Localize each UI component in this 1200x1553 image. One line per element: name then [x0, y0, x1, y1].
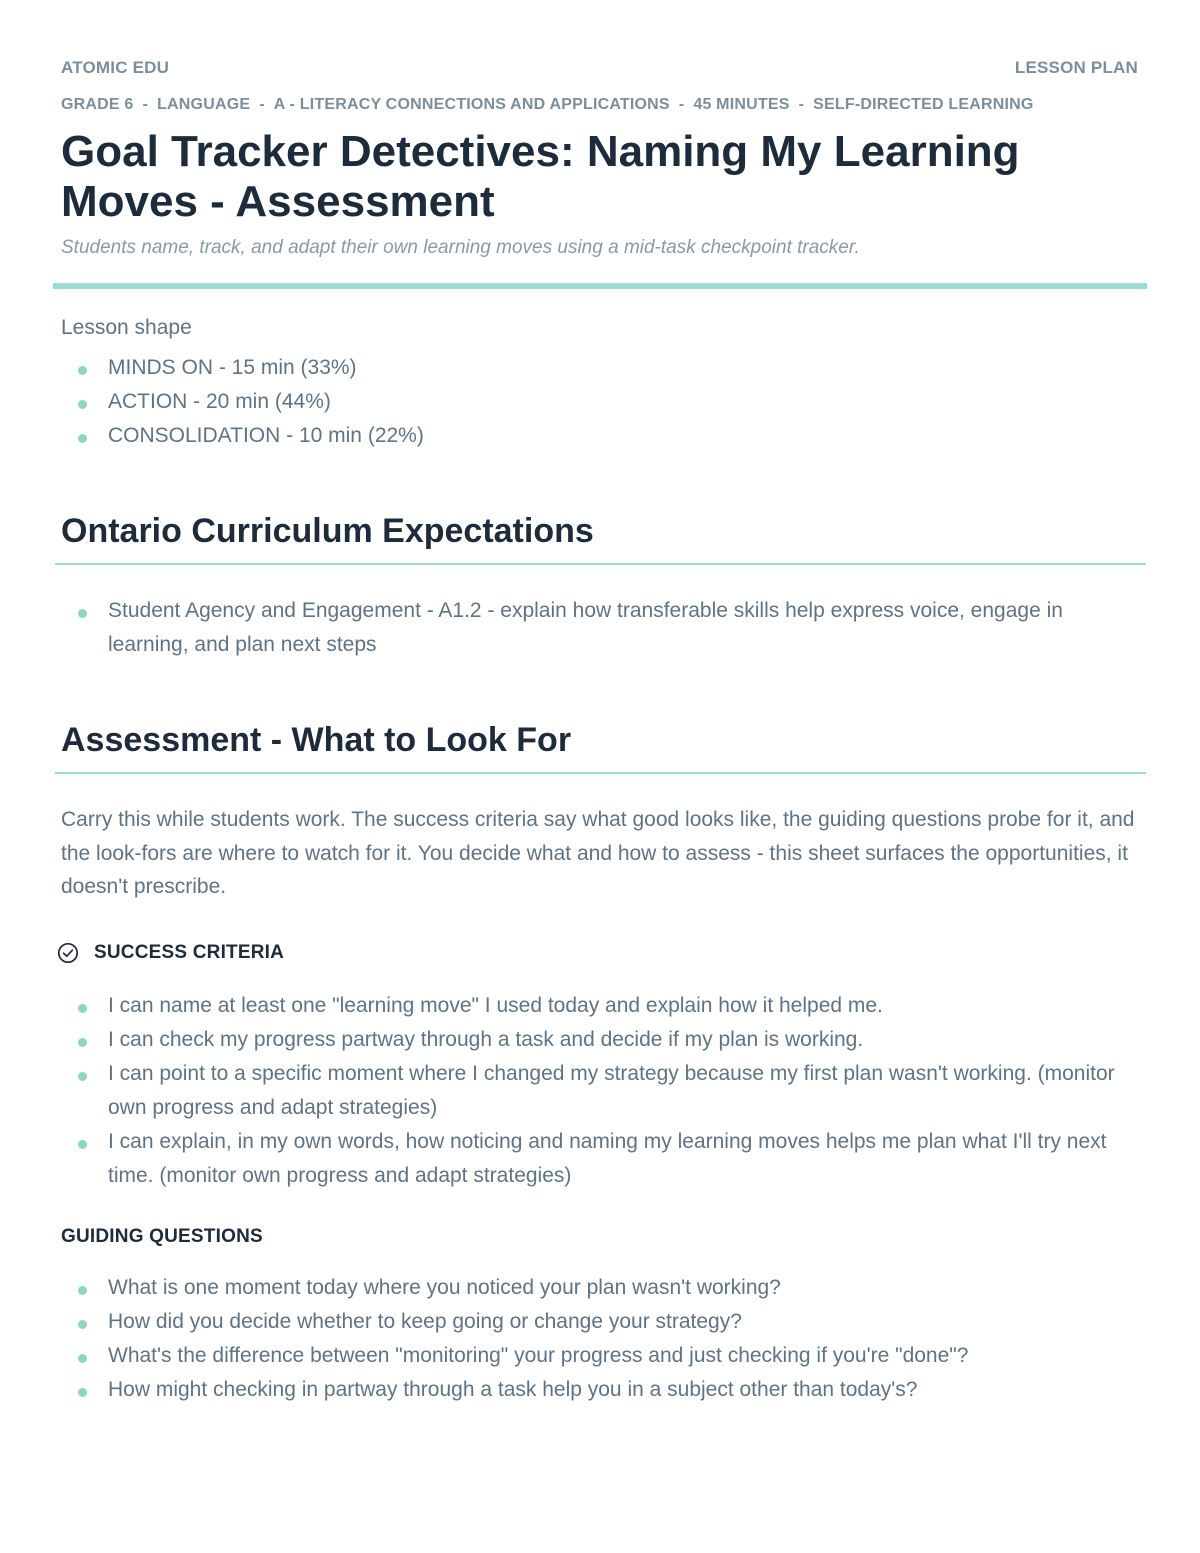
list-item-text: What's the difference between "monitoring" your progress and just checking if you're "done"? — [108, 1344, 969, 1367]
meta-strand: A - LITERACY CONNECTIONS AND APPLICATIONS — [273, 96, 670, 113]
bullet-icon — [78, 1140, 87, 1149]
list-item-text: I can name at least one "learning move" I used today and explain how it helped me. — [108, 994, 883, 1017]
bullet-icon — [78, 609, 87, 618]
header-divider — [53, 283, 1147, 289]
list-item-text: How might checking in partway through a task help you in a subject other than today's? — [108, 1378, 918, 1401]
bullet-icon — [78, 1388, 87, 1397]
list-item — [78, 1271, 1130, 1305]
bullet-icon — [78, 1320, 87, 1329]
document-type: LESSON PLAN — [1014, 58, 1138, 77]
meta-separator: - — [678, 96, 685, 113]
meta-separator: - — [259, 96, 265, 113]
success-criteria-heading: SUCCESS CRITERIA — [94, 942, 285, 963]
list-item — [78, 385, 1130, 419]
list-item-text: Student Agency and Engagement - A1.2 - explain how transferable skills help express voice, engage in learning, and plan next steps — [108, 599, 1063, 656]
bullet-icon — [78, 366, 87, 375]
list-item-text: How did you decide whether to keep going or change your strategy? — [108, 1310, 742, 1333]
brand-name: ATOMIC EDU — [61, 58, 170, 77]
meta-duration: 45 MINUTES — [693, 96, 790, 113]
assessment-intro: Carry this while students work. The success criteria say what good looks like, the guiding questions probe for it, and the look-fors are where to watch for it. You decide what and how to assess - this sheet surfaces the opportunities, it doesn't prescribe. — [61, 808, 1135, 898]
bullet-icon — [78, 1354, 87, 1363]
list-item-text: MINDS ON - 15 min (33%) — [108, 356, 357, 379]
list-item — [78, 1023, 1130, 1057]
bullet-icon — [78, 1004, 87, 1013]
meta-separator: - — [798, 96, 805, 113]
bullet-icon — [78, 1038, 87, 1047]
page-subtitle: Students name, track, and adapt their own learning moves using a mid-task checkpoint tracker. — [61, 237, 860, 258]
list-item — [78, 594, 1130, 662]
bullet-icon — [78, 434, 87, 443]
list-item — [78, 1373, 1130, 1407]
top-bar — [61, 58, 1138, 78]
list-item-text: I can explain, in my own words, how noticing and naming my learning moves helps me plan what I'll try next time. (monitor own progress and adapt strategies) — [108, 1130, 1107, 1187]
success-criteria-header — [57, 942, 284, 964]
lesson-meta — [61, 96, 1034, 114]
list-item — [78, 1125, 1130, 1193]
meta-grade: GRADE 6 — [61, 96, 134, 113]
curriculum-list — [78, 594, 1130, 662]
list-item-text: I can point to a specific moment where I changed my strategy because my first plan wasn't working. (monitor own progress and adapt strategies) — [108, 1062, 1115, 1119]
success-criteria-list — [78, 989, 1130, 1193]
check-circle-icon — [57, 942, 79, 964]
list-item-text: I can check my progress partway through a task and decide if my plan is working. — [108, 1028, 864, 1051]
bullet-icon — [78, 400, 87, 409]
page-title: Goal Tracker Detectives: Naming My Learning Moves - Assessment — [61, 127, 1020, 226]
meta-focus: SELF-DIRECTED LEARNING — [813, 96, 1034, 113]
meta-subject: LANGUAGE — [157, 96, 251, 113]
guiding-questions-list — [78, 1271, 1130, 1407]
meta-separator: - — [142, 96, 149, 113]
assessment-heading: Assessment - What to Look For — [61, 721, 572, 759]
list-item — [78, 1339, 1130, 1373]
list-item — [78, 989, 1130, 1023]
curriculum-heading: Ontario Curriculum Expectations — [61, 512, 594, 550]
lesson-shape-label: Lesson shape — [61, 316, 192, 339]
bullet-icon — [78, 1286, 87, 1295]
lesson-shape-list — [78, 351, 1130, 453]
list-item-text: What is one moment today where you noticed your plan wasn't working? — [108, 1276, 781, 1299]
section-divider — [55, 772, 1146, 774]
list-item — [78, 1057, 1130, 1125]
section-divider — [55, 563, 1146, 565]
list-item — [78, 351, 1130, 385]
list-item-text: ACTION - 20 min (44%) — [108, 390, 331, 413]
list-item-text: CONSOLIDATION - 10 min (22%) — [108, 424, 424, 447]
list-item — [78, 419, 1130, 453]
bullet-icon — [78, 1072, 87, 1081]
list-item — [78, 1305, 1130, 1339]
guiding-questions-heading: GUIDING QUESTIONS — [61, 1226, 263, 1247]
